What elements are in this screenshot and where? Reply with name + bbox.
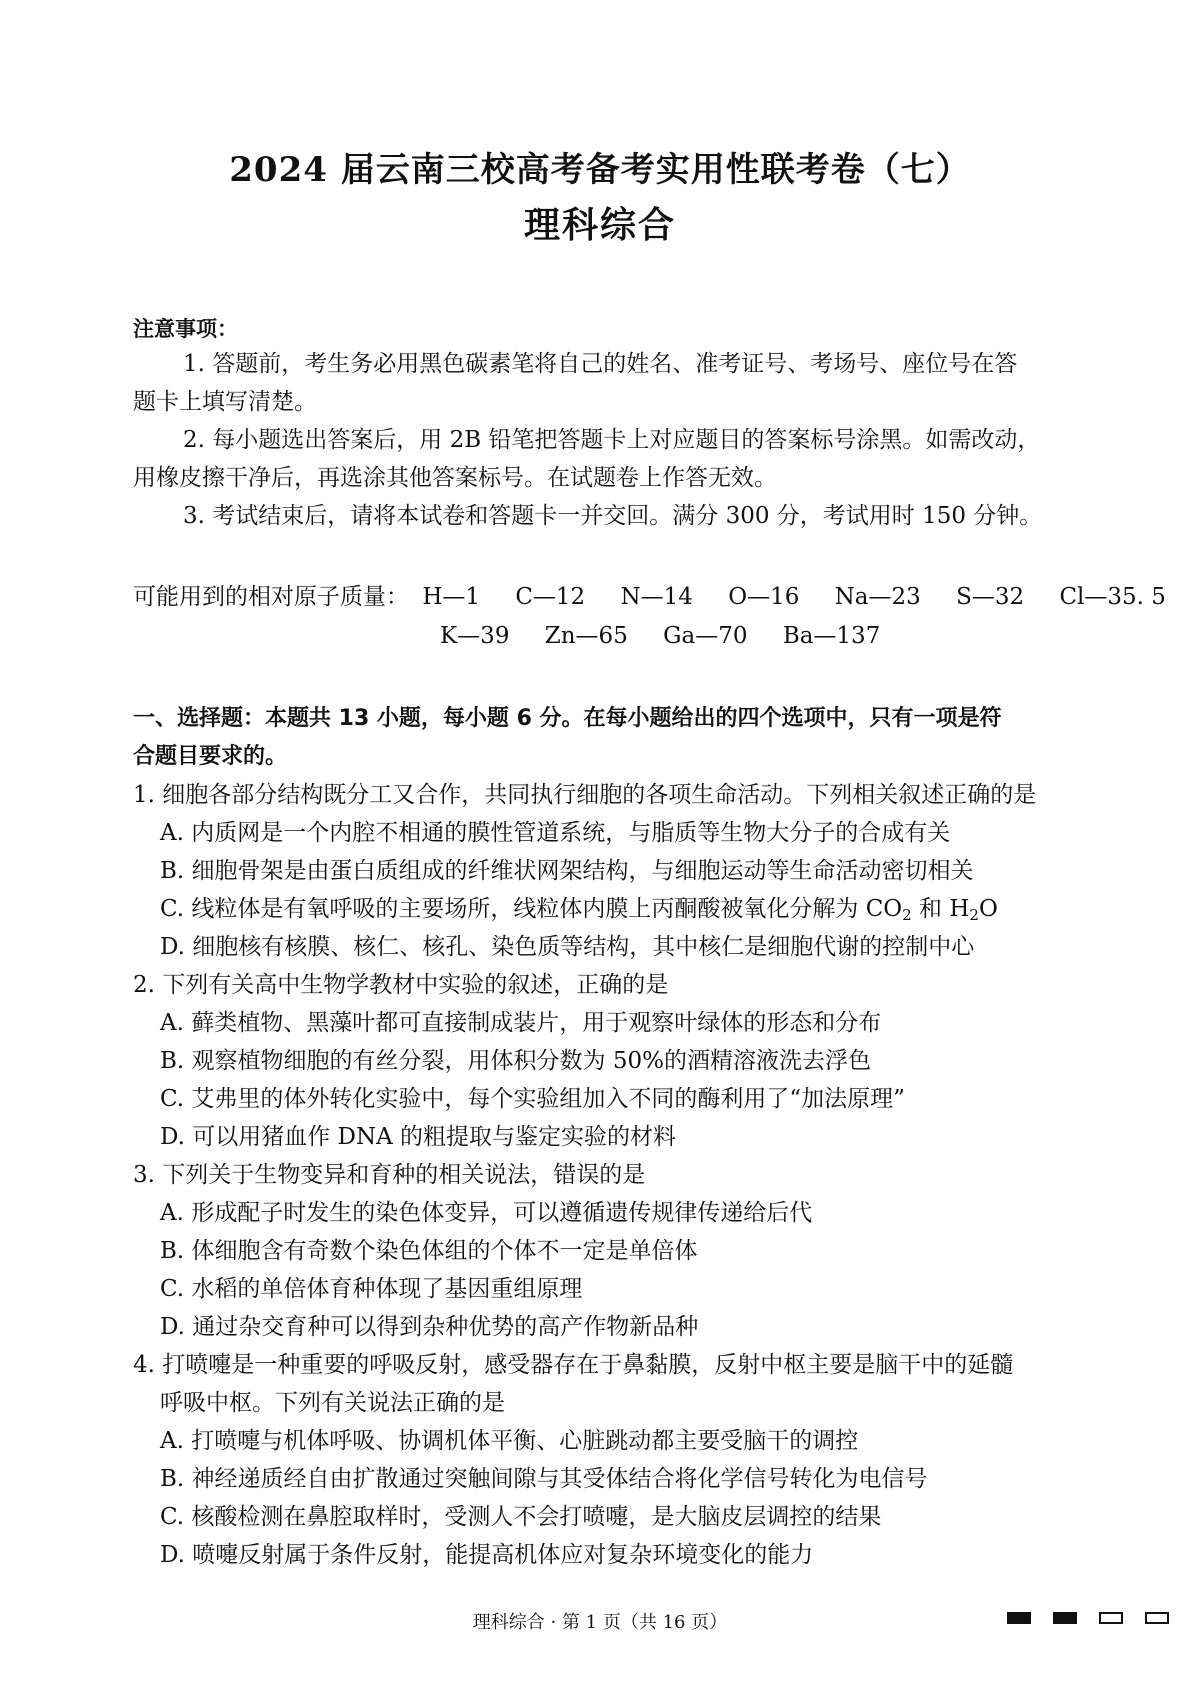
question-3-option-c: C. 水稻的单倍体育种体现了基因重组原理 [160, 1276, 583, 1302]
question-4-option-b: B. 神经递质经自由扩散通过突触间隙与其受体结合将化学信号转化为电信号 [160, 1466, 928, 1492]
empty-square-mark-icon [1099, 1612, 1123, 1624]
atomic-mass: Ga—70 [663, 623, 748, 649]
question-2-option-a: A. 藓类植物、黑藻叶都可直接制成装片，用于观察叶绿体的形态和分布 [160, 1010, 882, 1036]
question-4-option-a: A. 打喷嚏与机体呼吸、协调机体平衡、心脏跳动都主要受脑干的调控 [160, 1428, 859, 1454]
question-1-option-c-end: O [978, 896, 998, 922]
atomic-mass: H—1 [422, 584, 481, 610]
question-4-option-c: C. 核酸检测在鼻腔取样时，受测人不会打喷嚏，是大脑皮层调控的结果 [160, 1504, 882, 1530]
atomic-mass: S—32 [956, 584, 1025, 610]
note-item-1-line-2: 题卡上填写清楚。 [133, 389, 317, 415]
atomic-masses-row-1 [133, 578, 1194, 616]
page-footer: 理科综合 · 第 1 页（共 16 页） [472, 1612, 728, 1633]
question-3-option-a: A. 形成配子时发生的染色体变异，可以遵循遗传规律传递给后代 [160, 1200, 813, 1226]
question-2-option-d: D. 可以用猪血作 DNA 的粗提取与鉴定实验的材料 [160, 1124, 677, 1150]
atomic-masses-row-2 [440, 617, 908, 655]
exam-title: 2024 届云南三校高考备考实用性联考卷（七） [229, 150, 971, 190]
atomic-mass: Zn—65 [544, 623, 628, 649]
note-item-2-line-1: 2. 每小题选出答案后，用 2B 铅笔把答题卡上对应题目的答案标号涂黑。如需改动， [183, 427, 1041, 453]
question-4-stem-line-2: 呼吸中枢。下列有关说法正确的是 [160, 1390, 505, 1416]
question-1-stem: 1. 细胞各部分结构既分工又合作，共同执行细胞的各项生命活动。下列相关叙述正确的是 [133, 782, 1037, 808]
question-1-option-c-mid: 和 H [911, 896, 970, 922]
page-marks [1007, 1612, 1169, 1624]
question-3-option-b: B. 体细胞含有奇数个染色体组的个体不一定是单倍体 [160, 1238, 698, 1264]
filled-square-mark-icon [1007, 1612, 1031, 1624]
atomic-mass: Cl—35. 5 [1059, 584, 1166, 610]
question-2-stem: 2. 下列有关高中生物学教材中实验的叙述，正确的是 [133, 972, 669, 998]
question-3-stem: 3. 下列关于生物变异和育种的相关说法，错误的是 [133, 1162, 646, 1188]
subscript: 2 [902, 906, 912, 924]
atomic-masses-label: 可能用到的相对原子质量： [133, 584, 409, 610]
atomic-mass: Na—23 [834, 584, 921, 610]
subscript: 2 [969, 906, 979, 924]
note-item-1-line-1: 1. 答题前，考生务必用黑色碳素笔将自己的姓名、准考证号、考场号、座位号在答 [183, 351, 1018, 377]
empty-square-mark-icon [1145, 1612, 1169, 1624]
atomic-mass: N—14 [620, 584, 693, 610]
exam-subject: 理科综合 [523, 204, 676, 246]
question-1-option-d: D. 细胞核有核膜、核仁、核孔、染色质等结构，其中核仁是细胞代谢的控制中心 [160, 934, 975, 960]
atomic-mass: K—39 [440, 623, 510, 649]
question-1-option-b: B. 细胞骨架是由蛋白质组成的纤维状网架结构，与细胞运动等生命活动密切相关 [160, 858, 974, 884]
notes-heading: 注意事项： [133, 317, 238, 341]
section-heading-line-2: 合题目要求的。 [133, 744, 288, 769]
question-1-option-a: A. 内质网是一个内腔不相通的膜性管道系统，与脂质等生物大分子的合成有关 [160, 820, 951, 846]
question-4-option-d: D. 喷嚏反射属于条件反射，能提高机体应对复杂环境变化的能力 [160, 1542, 814, 1568]
question-1-option-c-text: C. 线粒体是有氧呼吸的主要场所，线粒体内膜上丙酮酸被氧化分解为 CO [160, 896, 903, 922]
filled-square-mark-icon [1053, 1612, 1077, 1624]
section-heading-line-1: 一、选择题：本题共 13 小题，每小题 6 分。在每小题给出的四个选项中，只有一项是符 [133, 706, 1002, 731]
note-item-3: 3. 考试结束后，请将本试卷和答题卡一并交回。满分 300 分，考试用时 150 分钟。 [183, 503, 1043, 529]
question-2-option-b: B. 观察植物细胞的有丝分裂，用体积分数为 50%的酒精溶液洗去浮色 [160, 1048, 871, 1074]
question-4-stem-line-1: 4. 打喷嚏是一种重要的呼吸反射，感受器存在于鼻黏膜，反射中枢主要是脑干中的延髓 [133, 1352, 1014, 1378]
atomic-mass: C—12 [515, 584, 586, 610]
question-3-option-d: D. 通过杂交育种可以得到杂种优势的高产作物新品种 [160, 1314, 699, 1340]
atomic-mass: O—16 [728, 584, 800, 610]
question-2-option-c: C. 艾弗里的体外转化实验中，每个实验组加入不同的酶利用了“加法原理” [160, 1086, 905, 1112]
atomic-mass: Ba—137 [782, 623, 881, 649]
note-item-2-line-2: 用橡皮擦干净后，再选涂其他答案标号。在试题卷上作答无效。 [133, 465, 777, 491]
